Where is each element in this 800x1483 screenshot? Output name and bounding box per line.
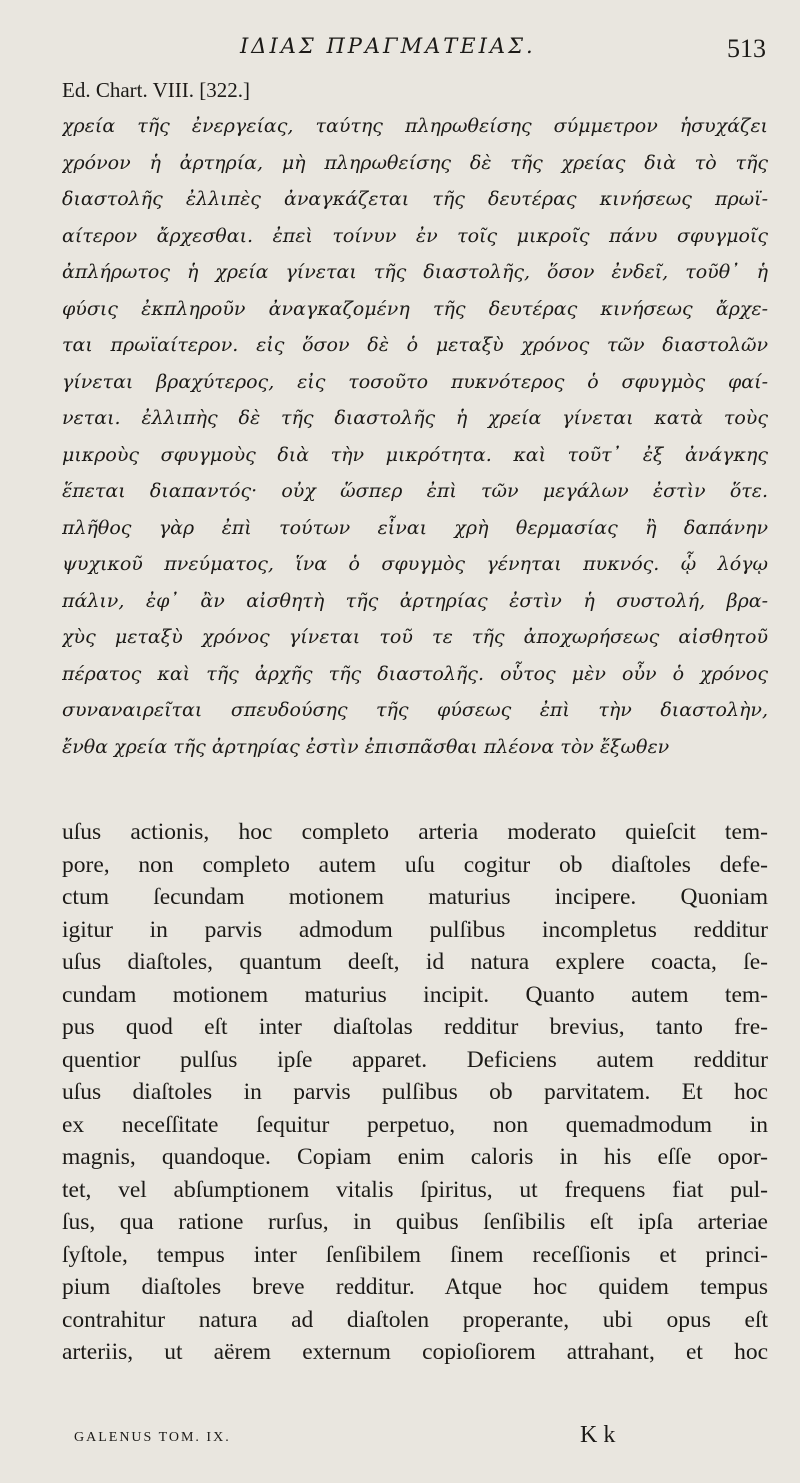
greek-text-block — [62, 108, 768, 765]
greek-line: πάλιν, ἐφ᾽ ἂν αἰσθητὴ τῆς ἀρτηρίας ἐστὶν ἡ συστολή, βρα- — [62, 589, 768, 612]
latin-line: ſyſtole, tempus inter ſenſibilem ſinem receſſionis et princi- — [62, 1241, 768, 1268]
greek-line: χὺς μεταξὺ χρόνος γίνεται τοῦ τε τῆς ἀποχωρήσεως αἰσθητοῦ — [62, 626, 768, 648]
latin-line: ctum ſecundam motionem maturius incipere. Quoniam — [62, 884, 768, 910]
latin-line: pore, non completo autem uſu cogitur ob diaſtoles defe- — [62, 851, 768, 878]
latin-line: uſus diaſtoles, quantum deeſt, id natura explere coacta, ſe- — [62, 949, 768, 975]
greek-line: γίνεται βραχύτερος, εἰς τοσοῦτο πυκνότερος ὁ σφυγμὸς φαί- — [62, 370, 768, 393]
greek-line: νεται. ἐλλιπὴς δὲ τῆς διαστολῆς ἡ χρεία γίνεται κατὰ τοὺς — [62, 407, 768, 429]
latin-line: pus quod eſt inter diaſtolas redditur brevius, tanto fre- — [62, 1014, 768, 1040]
latin-line: uſus diaſtoles in parvis pulſibus ob parvitatem. Et hoc — [62, 1079, 768, 1105]
greek-line: διαστολῆς ἐλλιπὲς ἀναγκάζεται τῆς δευτέρας κινήσεως πρωϊ- — [62, 188, 768, 210]
latin-line: arteriis, ut aërem externum copioſiorem attrahant, et hoc — [62, 1339, 768, 1365]
greek-line: ἕπεται διαπαντός· οὐχ ὥσπερ ἐπὶ τῶν μεγάλων ἐστὶν ὅτε. — [62, 480, 768, 502]
greek-line: πέρατος καὶ τῆς ἀρχῆς τῆς διαστολῆς. οὗτος μὲν οὖν ὁ χρόνος — [62, 662, 768, 685]
greek-line: πλῆθος γὰρ ἐπὶ τούτων εἶναι χρὴ θερμασίας ἢ δαπάνην — [62, 516, 768, 539]
latin-line: igitur in parvis admodum pulſibus incompletus redditur — [62, 916, 768, 943]
greek-line: φύσις ἐκπληροῦν ἀναγκαζομένη τῆς δευτέρας κινήσεως ἄρχε- — [62, 297, 768, 320]
running-title: ΙΔΙΑΣ ΠΡΑΓΜΑΤΕΙΑΣ. — [240, 34, 536, 58]
greek-line: μικροὺς σφυγμοὺς διὰ τὴν μικρότητα. καὶ τοῦτ᾽ ἐξ ἀνάγκης — [62, 443, 768, 466]
edition-reference: Ed. Chart. VIII. [322.] — [62, 78, 250, 102]
greek-line: χρόνον ἡ ἀρτηρία, μὴ πληρωθείσης δὲ τῆς χρείας διὰ τὸ τῆς — [62, 151, 768, 174]
page-footer — [0, 1422, 800, 1462]
latin-line: uſus actionis, hoc completo arteria moderato quieſcit tem- — [62, 819, 768, 845]
page-number: 513 — [727, 34, 766, 63]
gathering-mark: K k — [580, 1422, 616, 1448]
greek-line: αίτερον ἄρχεσθαι. ἐπεὶ τοίνυν ἐν τοῖς μικροῖς πάνυ σφυγμοῖς — [62, 224, 768, 247]
latin-line: contrahitur natura ad diaſtolen properante, ubi opus eſt — [62, 1306, 768, 1333]
latin-line: cundam motionem maturius incipit. Quanto autem tem- — [62, 981, 768, 1008]
latin-text-block — [62, 816, 768, 1369]
greek-line: ψυχικοῦ πνεύματος, ἵνα ὁ σφυγμὸς γένηται πυκνός. ᾧ λόγῳ — [62, 553, 768, 575]
latin-line: magnis, quandoque. Copiam enim caloris in his eſſe opor- — [62, 1144, 768, 1170]
greek-line: συναναιρεῖται σπευδούσης τῆς φύσεως ἐπὶ τὴν διαστολὴν, — [62, 699, 768, 721]
greek-line: ἔνθα χρεία τῆς ἀρτηρίας ἐστὶν ἐπισπᾶσθαι πλέονα τὸν ἔξωθεν — [62, 735, 670, 758]
latin-line: ex neceſſitate ſequitur perpetuo, non quemadmodum in — [62, 1111, 768, 1138]
printer-signature: GALENUS TOM. IX. — [74, 1430, 231, 1445]
latin-line: ſus, qua ratione rurſus, in quibus ſenſibilis eſt ipſa arteriae — [62, 1209, 768, 1235]
running-head — [0, 30, 800, 70]
greek-line: χρεία τῆς ἐνεργείας, ταύτης πληρωθείσης σύμμετρον ἡσυχάζει — [62, 115, 768, 137]
greek-line: ἀπλήρωτος ἡ χρεία γίνεται τῆς διαστολῆς, ὅσον ἐνδεῖ, τοῦθ᾽ ἡ — [62, 261, 768, 283]
latin-line: tet, vel abſumptionem vitalis ſpiritus, ut frequens fiat pul- — [62, 1176, 768, 1203]
latin-line: pium diaſtoles breve redditur. Atque hoc quidem tempus — [62, 1274, 768, 1300]
latin-line: quentior pulſus ipſe apparet. Deficiens autem redditur — [62, 1046, 768, 1073]
greek-line: ται πρωϊαίτερον. εἰς ὅσον δὲ ὁ μεταξὺ χρόνος τῶν διαστολῶν — [62, 334, 768, 356]
